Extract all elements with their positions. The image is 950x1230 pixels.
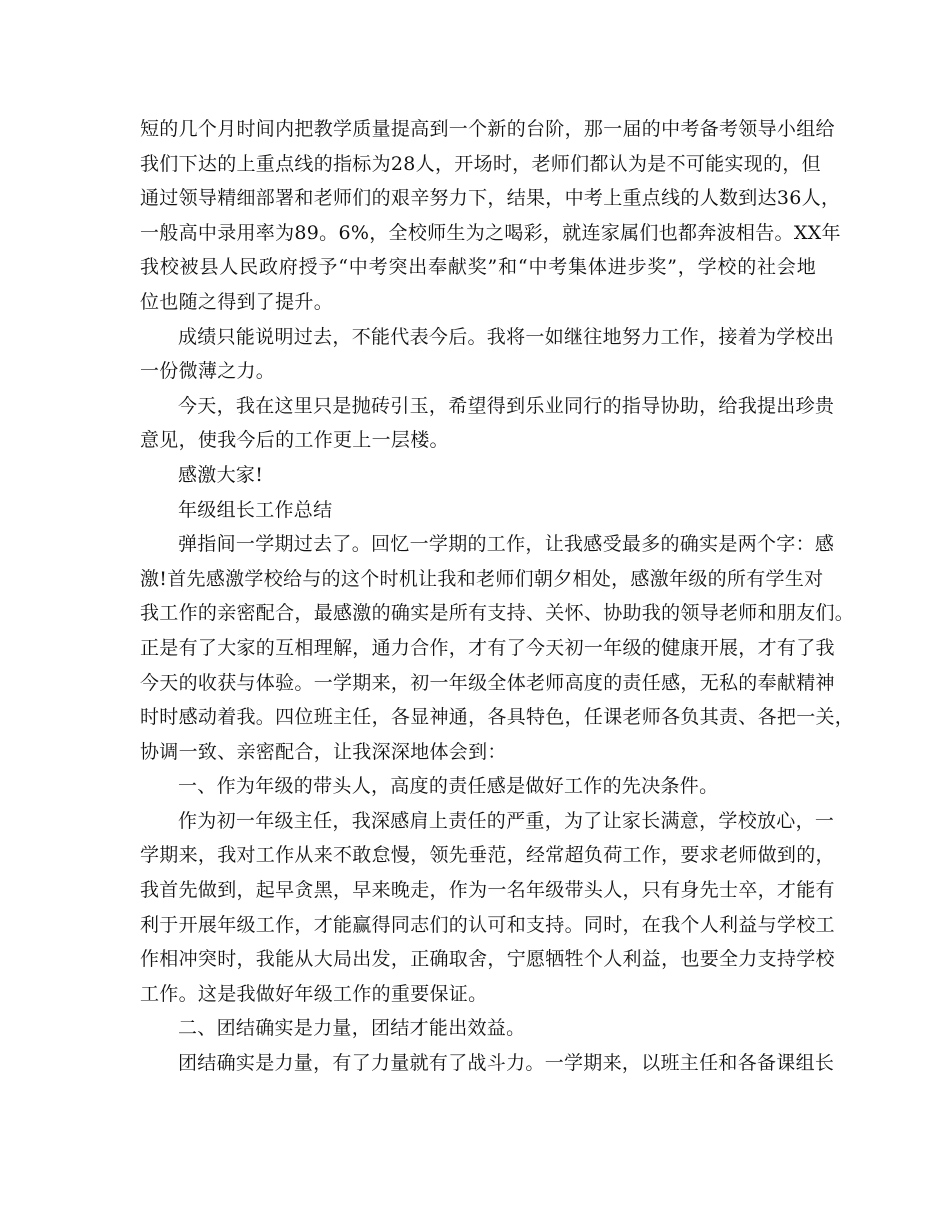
subheading-line: 二、团结确实是力量，团结才能出效益。 — [178, 1017, 526, 1040]
paragraph-start-line: 成绩只能说明过去，不能代表今后。我将一如继往地努力工作，接着为学校出 — [178, 325, 835, 348]
text-line: 我们下达的上重点线的指标为28人，开场时，老师们都认为是不可能实现的，但 — [140, 152, 821, 175]
text-line: 利于开展年级工作，才能赢得同志们的认可和支持。同时，在我个人利益与学校工 — [140, 913, 835, 936]
document-body — [140, 112, 855, 1081]
text-line: 作相冲突时，我能从大局出发，正确取舍，宁愿牺牲个人利益，也要全力支持学校 — [140, 948, 835, 971]
text-line: 我工作的亲密配合，最感激的确实是所有支持、关怀、协助我的领导老师和朋友们。 — [140, 602, 855, 625]
paragraph-start-line: 团结确实是力量，有了力量就有了战斗力。一学期来，以班主任和各备课组长 — [178, 1052, 835, 1075]
text-line: 激!首先感激学校给与的这个时机让我和老师们朝夕相处，感激年级的所有学生对 — [140, 567, 824, 590]
section-title: 年级组长工作总结 — [178, 498, 333, 521]
subheading-line: 一、作为年级的带头人，高度的责任感是做好工作的先决条件。 — [178, 775, 719, 798]
text-line: 意见，使我今后的工作更上一层楼。 — [140, 429, 449, 452]
text-line: 短的几个月时间内把教学质量提高到一个新的台阶，那一届的中考备考领导小组给 — [140, 118, 835, 140]
text-line: 我校被县人民政府授予“中考突出奉献奖”和“中考集体进步奖”，学校的社会地 — [140, 256, 816, 279]
text-line: 正是有了大家的互相理解，通力合作，才有了今天初一年级的健康开展，才有了我 — [140, 636, 835, 659]
text-line: 一份微薄之力。 — [140, 360, 276, 383]
text-line: 学期来，我对工作从来不敢怠慢，领先垂范，经常超负荷工作，要求老师做到的， — [140, 844, 835, 867]
thanks-line: 感激大家! — [178, 463, 264, 486]
text-line: 通过领导精细部署和老师们的艰辛努力下，结果，中考上重点线的人数到达36人， — [140, 187, 841, 210]
text-line: 一般高中录用率为89。6%，全校师生为之喝彩，就连家属们也都奔波相告。XX年 — [140, 221, 841, 244]
text-line: 工作。这是我做好年级工作的重要保证。 — [140, 982, 488, 1005]
text-line: 协调一致、亲密配合，让我深深地体会到： — [140, 740, 507, 763]
text-line: 时时感动着我。四位班主任，各显神通，各具特色，任课老师各负其责、各把一关， — [140, 706, 855, 729]
paragraph-start-line: 今天，我在这里只是抛砖引玉，希望得到乐业同行的指导协助，给我提出珍贵 — [178, 394, 835, 417]
text-line: 我首先做到，起早贪黑，早来晚走，作为一名年级带头人，只有身先士卒，才能有 — [140, 879, 835, 902]
text-line: 位也随之得到了提升。 — [140, 290, 334, 313]
paragraph-start-line: 作为初一年级主任，我深感肩上责任的严重，为了让家长满意，学校放心，一 — [178, 809, 835, 832]
paragraph-start-line: 弹指间一学期过去了。回忆一学期的工作，让我感受最多的确实是两个字：感 — [178, 533, 835, 556]
text-line: 今天的收获与体验。一学期来，初一年级全体老师高度的责任感，无私的奉献精神 — [140, 671, 835, 694]
